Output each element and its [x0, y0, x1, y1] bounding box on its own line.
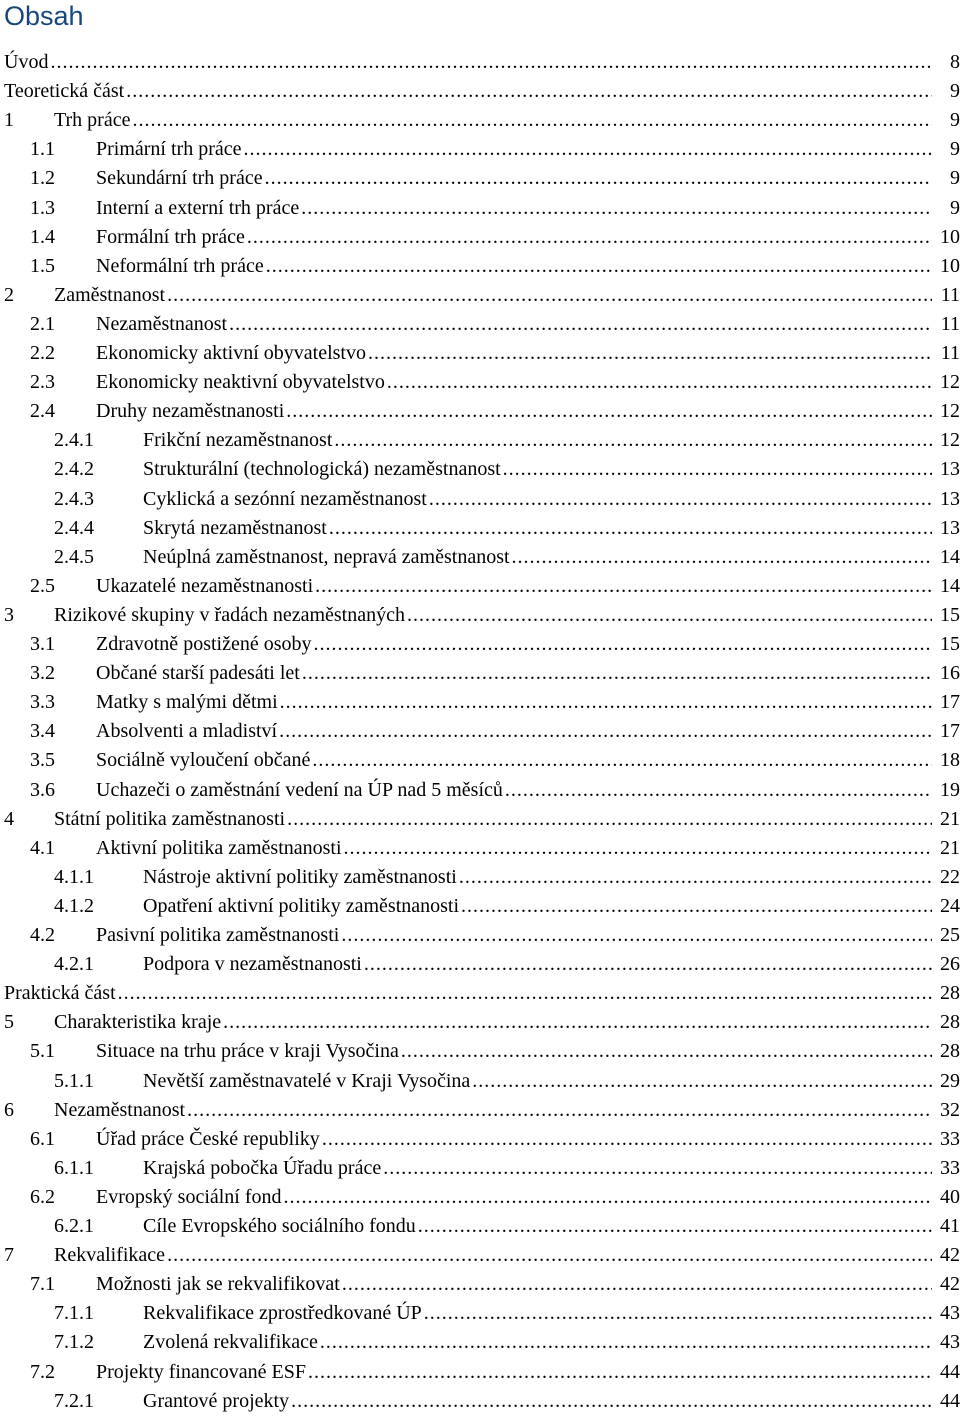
toc-entry-title: Opatření aktivní politiky zaměstnanosti [143, 892, 461, 921]
toc-entry-title: Situace na trhu práce v kraji Vysočina [96, 1037, 401, 1066]
toc-entry-page-number: 18 [940, 749, 960, 771]
toc-entry-page-number: 15 [940, 633, 960, 655]
toc-entry-page-number: 24 [940, 895, 960, 917]
toc-entry-title: Úvod [4, 48, 50, 77]
toc-entry-page-number: 9 [950, 138, 960, 160]
toc-entry-title-line [143, 1299, 932, 1328]
toc-entry-number: 5.1.1 [54, 1070, 94, 1092]
toc-entry[interactable] [0, 834, 960, 863]
toc-entry-title-line [143, 485, 932, 514]
dot-leader [265, 164, 932, 193]
toc-entry-number: 2.4.3 [54, 488, 94, 510]
toc-entry-title: Charakteristika kraje [54, 1008, 223, 1037]
toc-entry-page-number: 11 [940, 313, 960, 335]
toc-entry-title-line [96, 164, 932, 193]
toc-entry-title-line [4, 77, 932, 106]
toc-entry[interactable] [0, 426, 960, 455]
toc-entry-title-line [96, 1183, 932, 1212]
toc-entry-page-number: 14 [940, 575, 960, 597]
toc-entry-title-line [143, 426, 932, 455]
toc-entry-page-number: 22 [940, 866, 960, 888]
toc-entry-title: Evropský sociální fond [96, 1183, 284, 1212]
toc-entry-title-line [4, 48, 932, 77]
toc-entry-number: 7.1.1 [54, 1302, 94, 1324]
dot-leader [247, 223, 932, 252]
toc-entry[interactable] [0, 1270, 960, 1299]
toc-entry-page-number: 26 [940, 953, 960, 975]
dot-leader [344, 834, 932, 863]
toc-entry-title-line [143, 455, 932, 484]
toc-entry-title: Absolventi a mladiství [96, 717, 279, 746]
toc-entry[interactable] [0, 368, 960, 397]
toc-entry-number: 4.1.1 [54, 866, 94, 888]
toc-entry-title: Nezaměstnanost [96, 310, 229, 339]
toc-entry-page-number: 28 [940, 1011, 960, 1033]
toc-entry-title: Rizikové skupiny v řadách nezaměstnaných [54, 601, 407, 630]
toc-entry-page-number: 33 [940, 1128, 960, 1150]
toc-entry-title: Pasivní politika zaměstnanosti [96, 921, 341, 950]
dot-leader [223, 1008, 932, 1037]
toc-entry[interactable] [0, 514, 960, 543]
dot-leader [286, 397, 932, 426]
toc-entry-title: Zaměstnanost [54, 281, 167, 310]
toc-entry[interactable] [0, 455, 960, 484]
toc-entry-title: Skrytá nezaměstnanost [143, 514, 329, 543]
toc-entry-title: Formální trh práce [96, 223, 247, 252]
toc-entry-title-line [96, 1358, 932, 1387]
toc-entry-title-line [54, 1241, 932, 1270]
dot-leader [312, 746, 932, 775]
toc-entry-title-line [96, 746, 932, 775]
toc-entry[interactable] [0, 979, 960, 1008]
dot-leader [407, 601, 932, 630]
dot-leader [429, 485, 932, 514]
toc-entry-title: Krajská pobočka Úřadu práce [143, 1154, 383, 1183]
toc-entry-page-number: 21 [940, 837, 960, 859]
toc-entry-page-number: 44 [940, 1390, 960, 1412]
toc-entry[interactable] [0, 543, 960, 572]
toc-entry-number: 4.2 [30, 924, 55, 946]
toc-entry-page-number: 41 [940, 1215, 960, 1237]
toc-entry-title: Uchazeči o zaměstnání vedení na ÚP nad 5 měsíců [96, 776, 505, 805]
toc-entry-number: 2.4.5 [54, 546, 94, 568]
toc-entry-number: 2.1 [30, 313, 55, 335]
toc-entry-title-line [143, 863, 932, 892]
toc-entry-number: 2.2 [30, 342, 55, 364]
toc-entry-page-number: 28 [940, 1040, 960, 1062]
toc-entry-title: Praktická část [4, 979, 118, 1008]
toc-entry[interactable] [0, 1154, 960, 1183]
dot-leader [472, 1067, 932, 1096]
toc-entry-title: Strukturální (technologická) nezaměstnanost [143, 455, 503, 484]
dot-leader [291, 1387, 932, 1416]
toc-entry-title-line [96, 630, 932, 659]
toc-entry-number: 6.1 [30, 1128, 55, 1150]
toc-entry[interactable] [0, 164, 960, 193]
dot-leader [244, 135, 933, 164]
toc-entry[interactable] [0, 223, 960, 252]
toc-entry[interactable] [0, 281, 960, 310]
toc-entry[interactable] [0, 892, 960, 921]
toc-entry-title-line [143, 892, 932, 921]
toc-entry[interactable] [0, 950, 960, 979]
toc-entry-title-line [143, 1328, 932, 1357]
toc-entry-page-number: 10 [940, 226, 960, 248]
toc-entry-title-line [96, 397, 932, 426]
toc-entry-title: Nevětší zaměstnavatelé v Kraji Vysočina [143, 1067, 472, 1096]
toc-entry-title-line [96, 368, 932, 397]
toc-entry[interactable] [0, 252, 960, 281]
dot-leader [364, 950, 932, 979]
toc-entry-title: Matky s malými dětmi [96, 688, 280, 717]
toc-entry-title: Občané starší padesáti let [96, 659, 302, 688]
dot-leader [383, 1154, 932, 1183]
toc-entry-title-line [143, 1212, 932, 1241]
toc-entry-page-number: 15 [940, 604, 960, 626]
toc-entry-page-number: 40 [940, 1186, 960, 1208]
toc-entry-title: Cíle Evropského sociálního fondu [143, 1212, 418, 1241]
toc-entry-title-line [96, 572, 932, 601]
toc-entry[interactable] [0, 659, 960, 688]
toc-entry-number: 2.4 [30, 400, 55, 422]
toc-entry-number: 7 [4, 1244, 14, 1266]
dot-leader [424, 1299, 932, 1328]
dot-leader [368, 339, 932, 368]
dot-leader [167, 281, 932, 310]
toc-entry-title-line [54, 1008, 932, 1037]
dot-leader [512, 543, 932, 572]
toc-entry[interactable] [0, 1037, 960, 1066]
toc-entry-number: 2.3 [30, 371, 55, 393]
toc-entry-title-line [96, 223, 932, 252]
toc-entry-title: Sociálně vyloučení občané [96, 746, 312, 775]
dot-leader [308, 1358, 932, 1387]
toc-entry-number: 1.5 [30, 255, 55, 277]
toc-entry-title-line [96, 135, 932, 164]
toc-entry-title: Možnosti jak se rekvalifikovat [96, 1270, 342, 1299]
toc-entry-number: 2.4.1 [54, 429, 94, 451]
dot-leader [279, 717, 932, 746]
toc-entry-title-line [96, 1270, 932, 1299]
dot-leader [302, 659, 932, 688]
dot-leader [314, 630, 933, 659]
toc-entry-number: 7.2.1 [54, 1390, 94, 1412]
toc-entry-title: Projekty financované ESF [96, 1358, 308, 1387]
toc-entry-number: 3.6 [30, 779, 55, 801]
toc-entry-number: 4 [4, 808, 14, 830]
toc-entry-title-line [96, 1125, 932, 1154]
toc-entry-page-number: 33 [940, 1157, 960, 1179]
toc-entry-title-line [54, 805, 932, 834]
page-title: Obsah [4, 1, 84, 31]
toc-entry[interactable] [0, 485, 960, 514]
toc-entry-number: 1.2 [30, 167, 55, 189]
toc-entry-number: 6.2.1 [54, 1215, 94, 1237]
toc-entry-title-line [96, 194, 932, 223]
dot-leader [229, 310, 932, 339]
toc-entry-number: 3.5 [30, 749, 55, 771]
dot-leader [132, 106, 932, 135]
dot-leader [459, 863, 932, 892]
toc-entry-title-line [96, 921, 932, 950]
toc-entry-title: Ekonomicky aktivní obyvatelstvo [96, 339, 368, 368]
dot-leader [329, 514, 932, 543]
toc-entry-title-line [96, 1037, 932, 1066]
toc-entry-page-number: 12 [940, 429, 960, 451]
toc-entry-title-line [96, 717, 932, 746]
toc-entry[interactable] [0, 746, 960, 775]
toc-entry[interactable] [0, 135, 960, 164]
dot-leader [322, 1125, 932, 1154]
toc-entry-number: 4.1 [30, 837, 55, 859]
dot-leader [50, 48, 932, 77]
toc-entry-page-number: 9 [950, 109, 960, 131]
toc-entry-number: 1.1 [30, 138, 55, 160]
toc-entry-number: 7.1 [30, 1273, 55, 1295]
toc-entry-page-number: 21 [940, 808, 960, 830]
dot-leader [401, 1037, 932, 1066]
toc-entry-number: 2.5 [30, 575, 55, 597]
toc-entry-title-line [143, 514, 932, 543]
toc-entry-number: 7.1.2 [54, 1331, 94, 1353]
toc-entry-title-line [96, 688, 932, 717]
toc-entry-number: 1 [4, 109, 14, 131]
toc-entry-title-line [54, 106, 932, 135]
toc-entry[interactable] [0, 48, 960, 77]
toc-entry-page-number: 13 [940, 458, 960, 480]
toc-entry-page-number: 42 [940, 1244, 960, 1266]
toc-entry-title-line [143, 950, 932, 979]
dot-leader [387, 368, 932, 397]
toc-entry-number: 2.4.2 [54, 458, 94, 480]
toc-entry[interactable] [0, 601, 960, 630]
toc-entry[interactable] [0, 1125, 960, 1154]
dot-leader [126, 77, 932, 106]
toc-entry[interactable] [0, 717, 960, 746]
toc-entry-title: Ukazatelé nezaměstnanosti [96, 572, 315, 601]
toc-entry-number: 6.2 [30, 1186, 55, 1208]
toc-entry-page-number: 28 [940, 982, 960, 1004]
toc-entry-number: 6 [4, 1099, 14, 1121]
toc-entry-page-number: 11 [940, 342, 960, 364]
dot-leader [461, 892, 932, 921]
toc-entry-page-number: 17 [940, 691, 960, 713]
toc-entry-title-line [54, 1096, 932, 1125]
toc-entry[interactable] [0, 77, 960, 106]
toc-entry-title-line [143, 1387, 932, 1416]
toc-entry-title: Státní politika zaměstnanosti [54, 805, 287, 834]
dot-leader [341, 921, 932, 950]
toc-entry-title-line [143, 1067, 932, 1096]
toc-entry-number: 7.2 [30, 1361, 55, 1383]
toc-entry-page-number: 9 [950, 197, 960, 219]
dot-leader [167, 1241, 932, 1270]
toc-entry-number: 3 [4, 604, 14, 626]
toc-entry[interactable] [0, 1212, 960, 1241]
toc-entry-page-number: 13 [940, 517, 960, 539]
toc-entry-page-number: 19 [940, 779, 960, 801]
dot-leader [342, 1270, 932, 1299]
toc-entry-title: Úřad práce České republiky [96, 1125, 322, 1154]
toc-entry[interactable] [0, 863, 960, 892]
toc-entry-page-number: 29 [940, 1070, 960, 1092]
toc-entry-number: 5 [4, 1011, 14, 1033]
toc-entry[interactable] [0, 1387, 960, 1416]
toc-entry-number: 3.3 [30, 691, 55, 713]
toc-entry[interactable] [0, 397, 960, 426]
toc-entry-title-line [96, 310, 932, 339]
toc-entry[interactable] [0, 1067, 960, 1096]
toc-entry[interactable] [0, 1096, 960, 1125]
toc-entry[interactable] [0, 194, 960, 223]
toc-entry-number: 3.1 [30, 633, 55, 655]
toc-entry[interactable] [0, 1183, 960, 1212]
toc-entry[interactable] [0, 572, 960, 601]
toc-entry-title: Zdravotně postižené osoby [96, 630, 314, 659]
toc-entry-page-number: 43 [940, 1302, 960, 1324]
toc-entry-number: 3.4 [30, 720, 55, 742]
toc-entry-page-number: 43 [940, 1331, 960, 1353]
dot-leader [301, 194, 932, 223]
toc-entry-page-number: 14 [940, 546, 960, 568]
toc-entry-page-number: 10 [940, 255, 960, 277]
toc-entry-title: Trh práce [54, 106, 132, 135]
toc-entry-title: Aktivní politika zaměstnanosti [96, 834, 344, 863]
dot-leader [266, 252, 932, 281]
toc-entry-number: 5.1 [30, 1040, 55, 1062]
toc-entry-title: Neúplná zaměstnanost, nepravá zaměstnanost [143, 543, 512, 572]
toc-entry-title: Neformální trh práce [96, 252, 266, 281]
toc-entry-title-line [96, 776, 932, 805]
toc-entry-page-number: 42 [940, 1273, 960, 1295]
toc-entry-number: 3.2 [30, 662, 55, 684]
toc-entry-title: Druhy nezaměstnanosti [96, 397, 286, 426]
toc-entry-title-line [96, 834, 932, 863]
toc-entry-page-number: 11 [940, 284, 960, 306]
toc-entry-page-number: 32 [940, 1099, 960, 1121]
toc-entry[interactable] [0, 310, 960, 339]
toc-entry-title: Ekonomicky neaktivní obyvatelstvo [96, 368, 387, 397]
toc-entry[interactable] [0, 805, 960, 834]
toc-entry[interactable] [0, 776, 960, 805]
toc-entry-page-number: 16 [940, 662, 960, 684]
toc-entry-page-number: 12 [940, 371, 960, 393]
toc-entry-page-number: 8 [950, 51, 960, 73]
toc-entry-title-line [143, 1154, 932, 1183]
toc-entry-title: Teoretická část [4, 77, 126, 106]
toc-entry-number: 6.1.1 [54, 1157, 94, 1179]
toc-entry-title: Nezaměstnanost [54, 1096, 187, 1125]
toc-entry-title: Primární trh práce [96, 135, 244, 164]
toc-entry[interactable] [0, 921, 960, 950]
toc-entry-number: 2 [4, 284, 14, 306]
toc-entry-title: Rekvalifikace [54, 1241, 167, 1270]
dot-leader [118, 979, 932, 1008]
dot-leader [287, 805, 932, 834]
toc-entry-page-number: 17 [940, 720, 960, 742]
toc-entry-title: Interní a externí trh práce [96, 194, 301, 223]
toc-entry-page-number: 9 [950, 167, 960, 189]
toc-entry-title-line [96, 339, 932, 368]
dot-leader [334, 426, 932, 455]
toc-entry-page-number: 12 [940, 400, 960, 422]
toc-entry[interactable] [0, 1299, 960, 1328]
toc-entry-title-line [54, 281, 932, 310]
toc-entry-page-number: 13 [940, 488, 960, 510]
dot-leader [280, 688, 932, 717]
toc-entry-title-line [143, 543, 932, 572]
toc-entry-title-line [96, 659, 932, 688]
dot-leader [418, 1212, 932, 1241]
toc-entry-title: Sekundární trh práce [96, 164, 265, 193]
toc-entry-page-number: 25 [940, 924, 960, 946]
dot-leader [187, 1096, 932, 1125]
toc-entry[interactable] [0, 1241, 960, 1270]
dot-leader [284, 1183, 932, 1212]
toc-entry[interactable] [0, 630, 960, 659]
toc-entry-number: 1.4 [30, 226, 55, 248]
toc-entry-page-number: 9 [950, 80, 960, 102]
toc-entry-title: Grantové projekty [143, 1387, 291, 1416]
toc-entry[interactable] [0, 1328, 960, 1357]
toc-entry-number: 2.4.4 [54, 517, 94, 539]
toc-entry-title: Rekvalifikace zprostředkované ÚP [143, 1299, 424, 1328]
toc-entry[interactable] [0, 688, 960, 717]
toc-entry-title: Cyklická a sezónní nezaměstnanost [143, 485, 429, 514]
toc-entry-number: 4.2.1 [54, 953, 94, 975]
toc-entry[interactable] [0, 106, 960, 135]
dot-leader [503, 455, 932, 484]
toc-entry-title: Nástroje aktivní politiky zaměstnanosti [143, 863, 459, 892]
toc-entry-title: Zvolená rekvalifikace [143, 1328, 320, 1357]
dot-leader [505, 776, 932, 805]
toc-entry-title: Frikční nezaměstnanost [143, 426, 334, 455]
toc-entry-number: 4.1.2 [54, 895, 94, 917]
toc-entry-title-line [96, 252, 932, 281]
toc-entry[interactable] [0, 1358, 960, 1387]
toc-entry-title-line [4, 979, 932, 1008]
toc-entry-number: 1.3 [30, 197, 55, 219]
toc-entry[interactable] [0, 1008, 960, 1037]
toc-entry-title-line [54, 601, 932, 630]
dot-leader [315, 572, 932, 601]
toc-entry[interactable] [0, 339, 960, 368]
dot-leader [320, 1328, 932, 1357]
toc-entry-page-number: 44 [940, 1361, 960, 1383]
toc-entry-title: Podpora v nezaměstnanosti [143, 950, 364, 979]
